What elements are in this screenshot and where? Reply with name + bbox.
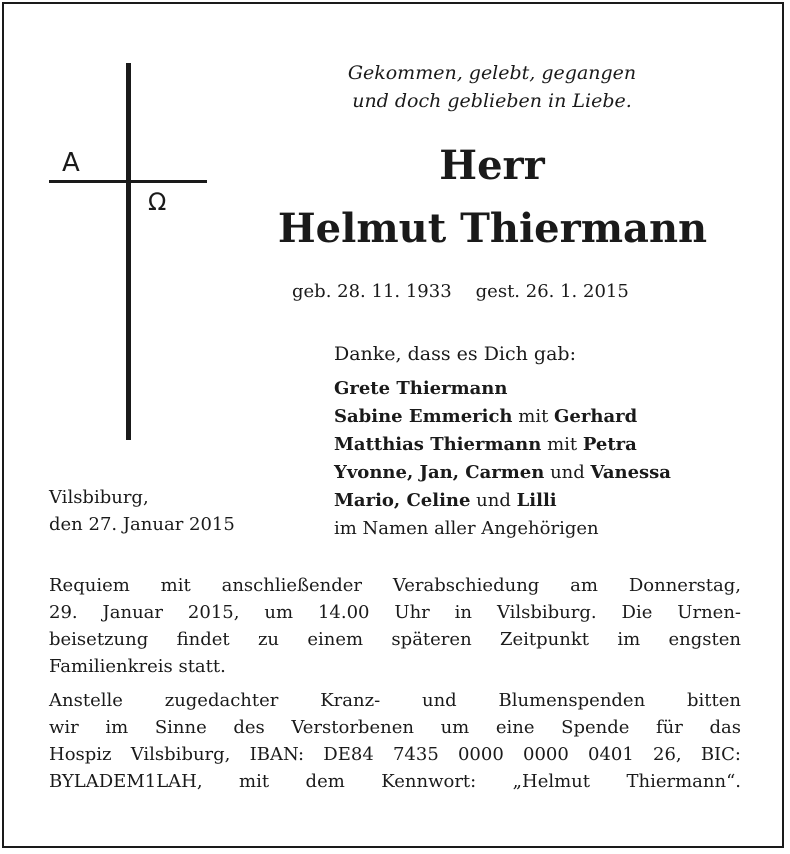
death-date: gest. 26. 1. 2015 bbox=[475, 281, 629, 302]
family-row bbox=[334, 431, 671, 459]
requiem-paragraph bbox=[49, 572, 741, 680]
paragraph-line: Anstelle zugedachter Kranz- und Blumenspenden bitten bbox=[49, 690, 741, 711]
family-member: Gerhard bbox=[554, 406, 638, 427]
place-and-date bbox=[49, 484, 235, 538]
motto-line-2: und doch geblieben in Liebe. bbox=[352, 90, 632, 112]
birth-date: geb. 28. 11. 1933 bbox=[292, 281, 452, 302]
life-dates bbox=[292, 279, 629, 305]
place-city: Vilsbiburg, bbox=[49, 487, 149, 508]
donation-paragraph bbox=[49, 687, 741, 795]
deceased-name: Helmut Thiermann bbox=[277, 205, 708, 252]
omega-icon: Ω bbox=[148, 188, 167, 216]
thanks-line: Danke, dass es Dich gab: bbox=[334, 343, 576, 365]
family-member: Mario, Celine bbox=[334, 490, 471, 511]
family-row bbox=[334, 403, 671, 431]
family-member: Grete Thiermann bbox=[334, 378, 508, 399]
paragraph-line: Requiem mit anschließender Verabschiedung am Donnerstag, bbox=[49, 575, 741, 596]
family-row bbox=[334, 487, 671, 515]
family-connector: und bbox=[470, 490, 517, 511]
paragraph-line: beisetzung findet zu einem späteren Zeitpunkt im engsten bbox=[49, 629, 741, 650]
family-member: Yvonne, Jan, Carmen bbox=[334, 462, 545, 483]
family-connector: mit bbox=[541, 434, 583, 455]
family-row bbox=[334, 375, 671, 403]
family-member: Vanessa bbox=[590, 462, 671, 483]
paragraph-line: wir im Sinne des Verstorbenen um eine Spende für das bbox=[49, 717, 741, 738]
place-date: den 27. Januar 2015 bbox=[49, 514, 235, 535]
family-member: Lilli bbox=[516, 490, 557, 511]
paragraph-line: Familienkreis statt. bbox=[49, 656, 226, 677]
paragraph-line: 29. Januar 2015, um 14.00 Uhr in Vilsbiburg. Die Urnen- bbox=[49, 602, 741, 623]
alpha-icon: A bbox=[62, 148, 80, 178]
family-row bbox=[334, 459, 671, 487]
motto bbox=[242, 59, 742, 115]
family-list bbox=[334, 375, 671, 543]
family-closing: im Namen aller Angehörigen bbox=[334, 518, 599, 539]
family-connector: mit bbox=[512, 406, 555, 427]
family-connector: und bbox=[544, 462, 591, 483]
salutation: Herr bbox=[439, 142, 545, 189]
paragraph-line: Hospiz Vilsbiburg, IBAN: DE84 7435 0000 0000 0401 26, BIC: bbox=[49, 744, 741, 765]
family-member: Sabine Emmerich bbox=[334, 406, 513, 427]
paragraph-line: BYLADEM1LAH, mit dem Kennwort: „Helmut Thiermann“. bbox=[49, 771, 741, 792]
family-member: Petra bbox=[582, 434, 637, 455]
family-member: Matthias Thiermann bbox=[334, 434, 542, 455]
motto-line-1: Gekommen, gelebt, gegangen bbox=[347, 62, 637, 84]
cross-vertical-beam bbox=[126, 63, 131, 440]
cross-horizontal-beam bbox=[49, 180, 207, 183]
